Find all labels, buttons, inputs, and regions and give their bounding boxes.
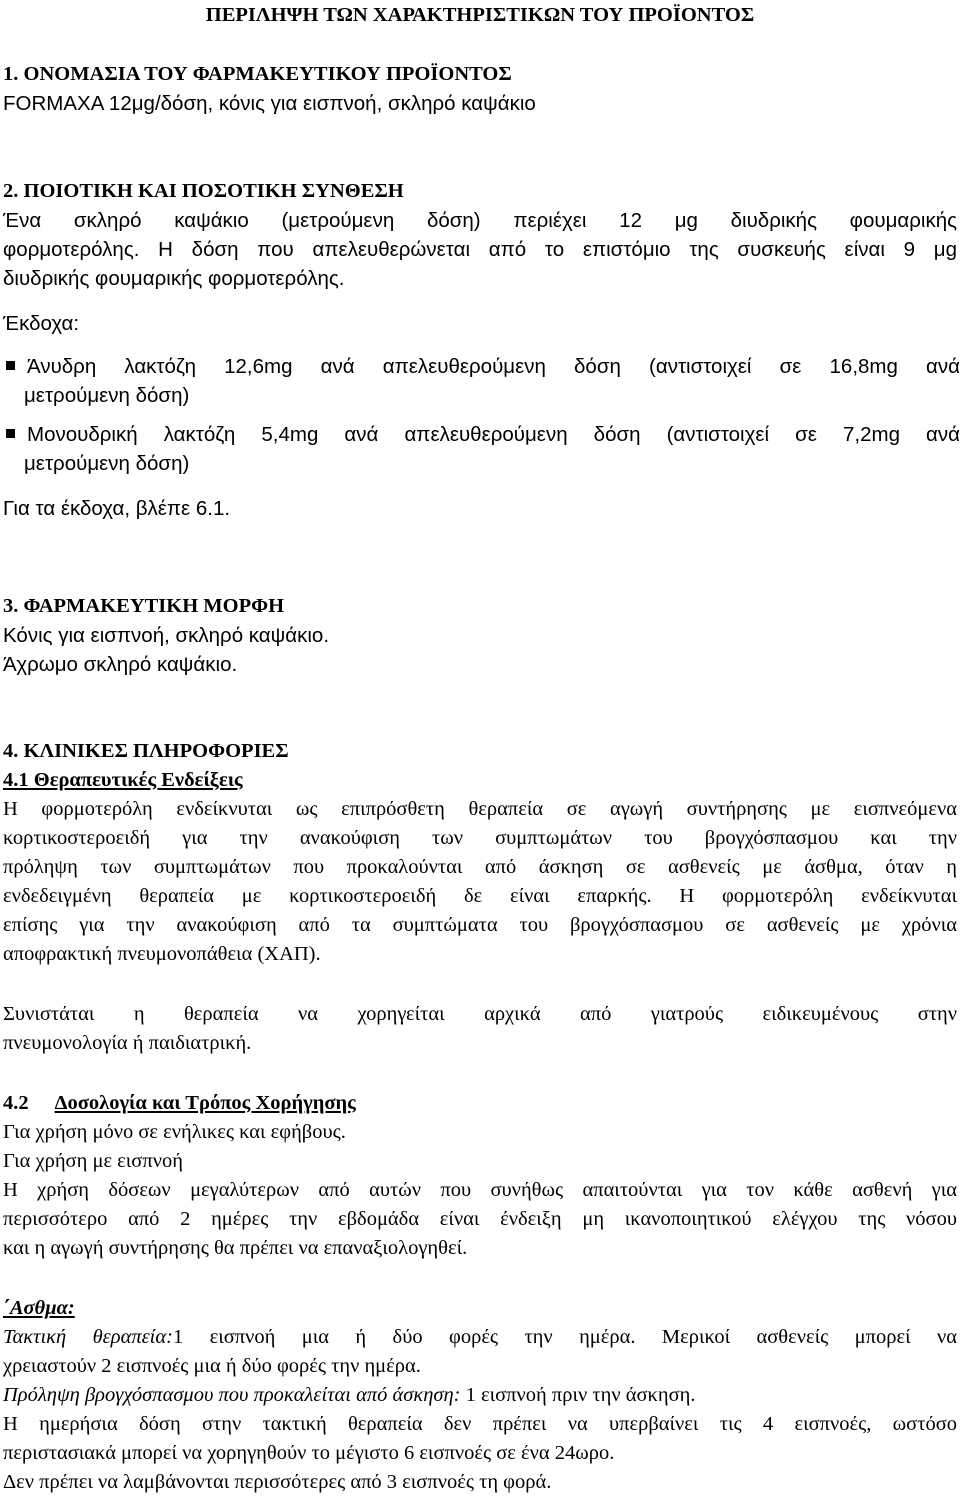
- daily-dose-line: Δεν πρέπει να λαμβάνονται περισσότερες από 3 εισπνοές τη φορά.: [3, 1471, 552, 1493]
- daily-dose-line: περιστασιακά μπορεί να χορηγηθούν το μέγιστο 6 εισπνοές σε ένα 24ωρο.: [3, 1442, 615, 1464]
- section-4-1-heading: 4.1 Θεραπευτικές Ενδείξεις: [3, 769, 243, 791]
- excipient-text: Μονουδρική λακτόζη 5,4mg ανά απελευθερούμενη δόση (αντιστοιχεί σε 7,2mg ανά: [27, 423, 960, 446]
- indications-line: Η φορμοτερόλη ενδείκνυται ως επιπρόσθετη θεραπεία σε αγωγή συντήρησης με εισπνεόμενα: [3, 798, 957, 820]
- posology-line: Για χρήση με εισπνοή: [3, 1150, 183, 1172]
- bullet-square-icon: [6, 361, 15, 370]
- composition-line: διυδρικής φουμαρικής φορμοτερόλης.: [3, 267, 345, 290]
- recommendation-line: πνευμονολογία ή παιδιατρική.: [3, 1032, 252, 1054]
- indications-line: κορτικοστεροειδή για την ανακούφιση των συμπτωμάτων του βρογχόσπασμου και την: [3, 827, 957, 849]
- dosage-form-line: Άχρωμο σκληρό καψάκιο.: [3, 653, 238, 676]
- regular-therapy-label: Τακτική θεραπεία:: [3, 1326, 173, 1348]
- regular-therapy-line: [3, 1323, 957, 1352]
- composition-line: Ένα σκληρό καψάκιο (μετρούμενη δόση) περιέχει 12 μg διυδρικής φουμαρικής: [3, 209, 957, 232]
- section-4-2-number: 4.2: [3, 1092, 29, 1114]
- indications-line: επίσης για την ανακούφιση από τα συμπτώματα του βρογχόσπασμου σε ασθενείς με χρόνια: [3, 914, 957, 936]
- posology-line: και η αγωγή συντήρησης θα πρέπει να επαναξιολογηθεί.: [3, 1237, 468, 1259]
- page-title: ΠΕΡΙΛΗΨΗ ΤΩΝ ΧΑΡΑΚΤΗΡΙΣΤΙΚΩΝ ΤΟΥ ΠΡΟΪΟΝΤΟΣ: [205, 4, 755, 26]
- posology-line: περισσότερο από 2 ημέρες την εβδομάδα είναι ένδειξη μη ικανοποιητικού ελέγχου της νόσου: [3, 1208, 957, 1230]
- regular-therapy-cont: χρειαστούν 2 εισπνοές μια ή δύο φορές την ημέρα.: [3, 1355, 421, 1377]
- product-name-line: FORMAXA 12μg/δόση, κόνις για εισπνοή, σκληρό καψάκιο: [3, 92, 536, 115]
- posology-line: Για χρήση μόνο σε ενήλικες και εφήβους.: [3, 1121, 346, 1143]
- asthma-heading: ΄Ασθμα:: [3, 1297, 75, 1319]
- recommendation-line: Συνιστάται η θεραπεία να χορηγείται αρχικά από γιατρούς ειδικευμένους στην: [3, 1003, 957, 1025]
- section-2-heading: 2. ΠΟΙΟΤΙΚΗ ΚΑΙ ΠΟΣΟΤΙΚΗ ΣΥΝΘΕΣΗ: [3, 180, 404, 202]
- excipient-bullet: [3, 352, 960, 381]
- section-1-heading: 1. ΟΝΟΜΑΣΙΑ ΤΟΥ ΦΑΡΜΑΚΕΥΤΙΚΟΥ ΠΡΟΪΟΝΤΟΣ: [3, 63, 512, 85]
- section-4-2-title: Δοσολογία και Τρόπος Χορήγησης: [54, 1092, 356, 1114]
- daily-dose-line: Η ημερήσια δόση στην τακτική θεραπεία δεν πρέπει να υπερβαίνει τις 4 εισπνοές, ωστόσο: [3, 1413, 957, 1435]
- exercise-prevention-line: [3, 1381, 957, 1410]
- excipient-text: Άνυδρη λακτόζη 12,6mg ανά απελευθερούμενη δόση (αντιστοιχεί σε 16,8mg ανά: [27, 355, 960, 378]
- excipient-text: μετρούμενη δόση): [24, 452, 190, 475]
- section-4-2-heading: [3, 1089, 957, 1118]
- section-3-heading: 3. ΦΑΡΜΑΚΕΥΤΙΚΗ ΜΟΡΦΗ: [3, 595, 285, 617]
- composition-line: φορμοτερόλης. Η δόση που απελευθερώνεται από το επιστόμιο της συσκευής είναι 9 μg: [3, 238, 957, 261]
- exercise-prevention-label: Πρόληψη βρογχόσπασμου που προκαλείται από άσκηση:: [3, 1384, 461, 1406]
- posology-line: Η χρήση δόσεων μεγαλύτερων από αυτών που συνήθως απαιτούνται για τον κάθε ασθενή για: [3, 1179, 957, 1201]
- excipients-see-reference: Για τα έκδοχα, βλέπε 6.1.: [3, 497, 231, 520]
- section-4-heading: 4. ΚΛΙΝΙΚΕΣ ΠΛΗΡΟΦΟΡΙΕΣ: [3, 740, 289, 762]
- dosage-form-line: Κόνις για εισπνοή, σκληρό καψάκιο.: [3, 624, 330, 647]
- excipients-label: Έκδοχα:: [3, 312, 80, 335]
- exercise-prevention-text: 1 εισπνοή πριν την άσκηση.: [460, 1384, 696, 1406]
- excipient-text: μετρούμενη δόση): [24, 384, 190, 407]
- indications-line: ενδεδειγμένη θεραπεία με κορτικοστεροειδή δε είναι επαρκής. Η φορμοτερόλη ενδείκνυται: [3, 885, 957, 907]
- indications-line: πρόληψη των συμπτωμάτων που προκαλούνται από άσκηση σε ασθενείς με άσθμα, όταν η: [3, 856, 957, 878]
- regular-therapy-text: 1 εισπνοή μια ή δύο φορές την ημέρα. Μερικοί ασθενείς μπορεί να: [172, 1326, 957, 1348]
- indications-line: αποφρακτική πνευμονοπάθεια (ΧΑΠ).: [3, 943, 321, 965]
- excipient-bullet: [3, 420, 960, 449]
- bullet-square-icon: [6, 429, 15, 438]
